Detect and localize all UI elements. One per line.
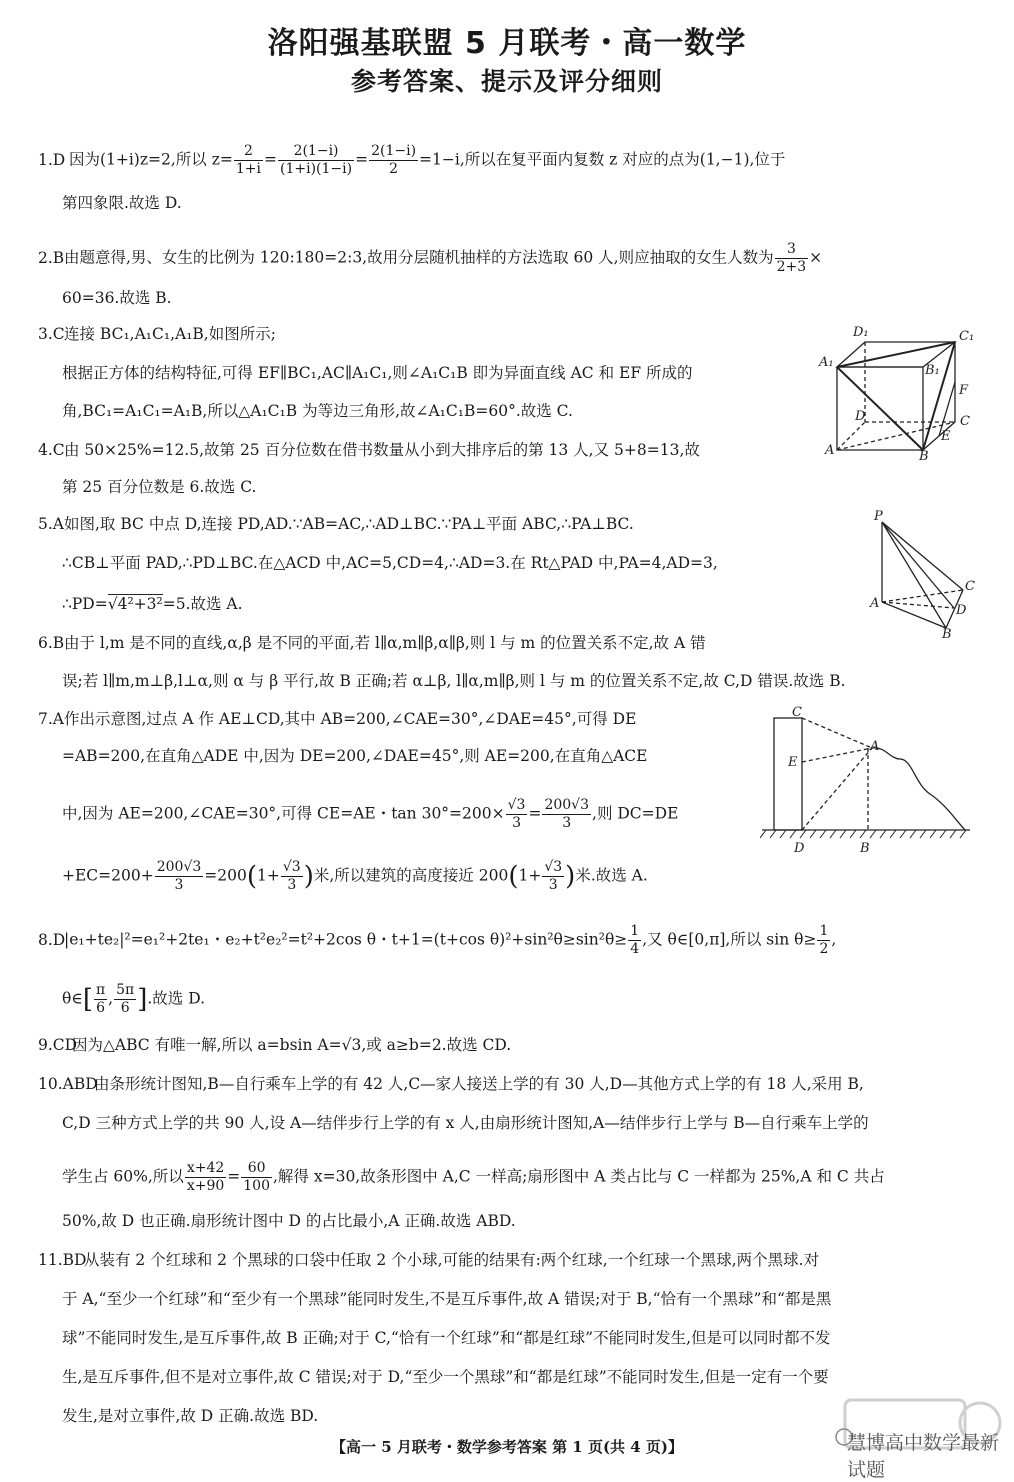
answer-2-line-1: 2.B由题意得,男、女生的比例为 120:180=2:3,故用分层随机抽样的方法选取 60 人,则应抽取的女生人数为 $\frac{3}{2+3}$ × [38,241,823,275]
label-d: D [956,603,967,618]
answer-9-line-1: 9.CD因为△ABC 有唯一解,所以 a=bsin A=√3,或 a≥b=2.故选 CD. [38,1036,512,1054]
fraction: $\frac{1}{2}$ [819,923,829,957]
answer-1-line-1: 1.D 因为(1+i)z=2,所以 z= $\frac{2}{1+i}$ = $\frac{2(1-i)}{(1+i)(1-i)}$ = $\frac{2(1-i)}{2}$ =1−i,所以在复平面内复数 z 对应的点为(1,−1),位于 [38,143,786,177]
answer-8-line-2: θ∈[ $\frac{\pi}{6}$ , $\frac{5\pi}{6}$ ].故选 D. [62,982,206,1016]
page-title: 洛阳强基联盟 5 月联考・高一数学 [267,26,747,61]
answer-5-line-1: 5.A如图,取 BC 中点 D,连接 PD,AD.∵AB=AC,∴AD⊥BC.∵PA⊥平面 ABC,∴PA⊥BC. [38,515,634,533]
label-b: B [919,449,929,462]
label-a: A [870,596,880,611]
label-d: D [855,409,866,424]
label-a1: A₁ [819,355,834,370]
answer-10-line-1: 10.ABD由条形统计图知,B—自行乘车上学的有 42 人,C—家人接送上学的有 30 人,D—其他方式上学的有 18 人,采用 B, [38,1075,864,1093]
fraction: $\frac{60}{100}$ [243,1160,270,1194]
fraction: $\frac{√3}{3}$ [507,797,526,831]
fraction: $\frac{x+42}{x+90}$ [186,1160,225,1194]
answer-3-line-2: 根据正方体的结构特征,可得 EF∥BC₁,AC∥A₁C₁,则∠A₁C₁B 即为异面直线 AC 和 EF 所成的 [62,364,693,382]
label-b: B [860,841,870,856]
fraction: $\frac{200√3}{3}$ [156,859,202,893]
answer-2-line-2: 60=36.故选 B. [62,289,172,307]
answer-11-line-2: 于 A,“至少一个红球”和“至少有一个黑球”能同时发生,不是互斥事件,故 A 错误;对于 B,“恰有一个黑球”和“都是黑 [62,1290,832,1308]
fraction: $\frac{200√3}{3}$ [544,797,590,831]
page-subtitle: 参考答案、提示及评分细则 [350,67,663,96]
answer-5-line-2: ∴CB⊥平面 PAD,∴PD⊥BC.在△ACD 中,AC=5,CD=4,∴AD=3.在 Rt△PAD 中,PA=4,AD=3, [62,554,718,572]
fraction: $\frac{5\pi}{6}$ [116,982,135,1016]
label-p: P [874,510,883,524]
answer-3-line-1: 3.C连接 BC₁,A₁C₁,A₁B,如图所示; [38,325,276,343]
answer-10-line-4: 50%,故 D 也正确.扇形统计图中 D 的占比最小,A 正确.故选 ABD. [62,1212,516,1230]
label-e: E [941,429,951,444]
label-d: D [794,841,805,856]
answer-11-line-3: 球”不能同时发生,是互斥事件,故 B 正确;对于 C,“恰有一个红球”和“都是红球”不能同时发生,但是可以同时都不发 [62,1329,831,1347]
answer-11-line-4: 生,是互斥事件,但不是对立事件,故 C 错误;对于 D,“至少一个黑球”和“都是红球”不能同时发生,但是一定有一个要 [62,1368,829,1386]
fraction: $\frac{√3}{3}$ [544,859,563,893]
fraction: $\frac{3}{2+3}$ [776,241,807,275]
answer-10-line-2: C,D 三种方式上学的共 90 人,设 A—结伴步行上学的有 x 人,由扇形统计图知,A—结伴步行上学与 B—自行乘车上学的 [62,1114,869,1132]
label-a: A [870,739,880,754]
answer-5-line-3: ∴PD=√4²+3²=5.故选 A. [62,595,243,613]
label-b1: B₁ [925,363,940,378]
fraction: $\frac{\pi}{6}$ [95,982,106,1016]
answer-4-line-1: 4.C由 50×25%=12.5,故第 25 百分位数在借书数量从小到大排序后的第 13 人,又 5+8=13,故 [38,441,700,459]
answer-7-line-3: 中,因为 AE=200,∠CAE=30°,可得 CE=AE・tan 30°=200× $\frac{√3}{3}$ = $\frac{200√3}{3}$ ,则 DC=DE [62,797,679,831]
answer-6-line-2: 误;若 l∥m,m⊥β,l⊥α,则 α 与 β 平行,故 B 正确;若 α⊥β, l∥α,m∥β,则 l 与 m 的位置关系不定,故 C,D 错误.故选 B. [62,672,846,690]
cube-figure [815,322,980,462]
answer-6-line-1: 6.B由于 l,m 是不同的直线,α,β 是不同的平面,若 l∥α,m∥β,α∥β,则 l 与 m 的位置关系不定,故 A 错 [38,634,706,652]
pyramid-figure [868,510,983,642]
label-c: C [960,414,970,429]
answer-11-line-5: 发生,是对立事件,故 D 正确.故选 BD. [62,1407,319,1425]
label-c1: C₁ [959,329,975,344]
answer-4-line-2: 第 25 百分位数是 6.故选 C. [62,478,257,496]
answer-8-line-1: 8.D|e₁+te₂|²=e₁²+2te₁・e₂+t²e₂²=t²+2cos θ・t+1=(t+cos θ)²+sin²θ≥sin²θ≥ $\frac{1}{4}$ ,又 θ∈[0,π],所以 sin θ≥ $\frac{1}{2}$ , [38,923,837,957]
fraction: $\frac{2(1-i)}{(1+i)(1-i)}$ [280,143,353,177]
label-a: A [825,443,835,458]
answer-7-line-2: =AB=200,在直角△ADE 中,因为 DE=200,∠DAE=45°,则 AE=200,在直角△ACE [62,747,648,765]
label-c: C [965,579,975,594]
fraction: $\frac{1}{4}$ [630,923,640,957]
label-e: E [788,755,798,770]
answer-1-line-2: 第四象限.故选 D. [62,194,182,212]
fraction: $\frac{2}{1+i}$ [235,143,261,177]
answer-3-line-3: 角,BC₁=A₁C₁=A₁B,所以△A₁C₁B 为等边三角形,故∠A₁C₁B=60°.故选 C. [62,402,573,420]
building-figure [760,704,975,856]
watermark-text: 慧博高中数学最新试题 [847,1432,1000,1481]
label-c: C [792,705,802,720]
answer-7-line-4: +EC=200+ $\frac{200√3}{3}$ =200(1+ $\frac{√3}{3}$ )米,所以建筑的高度接近 200(1+ $\frac{√3}{3}$ )米.故选 A. [62,859,648,893]
label-d1: D₁ [853,325,869,340]
fraction: $\frac{√3}{3}$ [282,859,301,893]
answer-11-line-1: 11.BD从装有 2 个红球和 2 个黑球的口袋中任取 2 个小球,可能的结果有:两个红球,一个红球一个黑球,两个黑球.对 [38,1251,820,1269]
fraction: $\frac{2(1-i)}{2}$ [371,143,417,177]
answer-7-line-1: 7.A作出示意图,过点 A 作 AE⊥CD,其中 AB=200,∠CAE=30°,∠DAE=45°,可得 DE [38,710,637,728]
page-footer: 【高一 5 月联考・数学参考答案 第 1 页(共 4 页)】 [330,1438,684,1456]
label-f: F [959,383,969,398]
answer-10-line-3: 学生占 60%,所以 $\frac{x+42}{x+90}$ = $\frac{60}{100}$ ,解得 x=30,故条形图中 A,C 一样高;扇形图中 A 类占比与 C 一样都为 25%,A 和 C 共占 [62,1160,885,1194]
label-b: B [942,627,952,642]
